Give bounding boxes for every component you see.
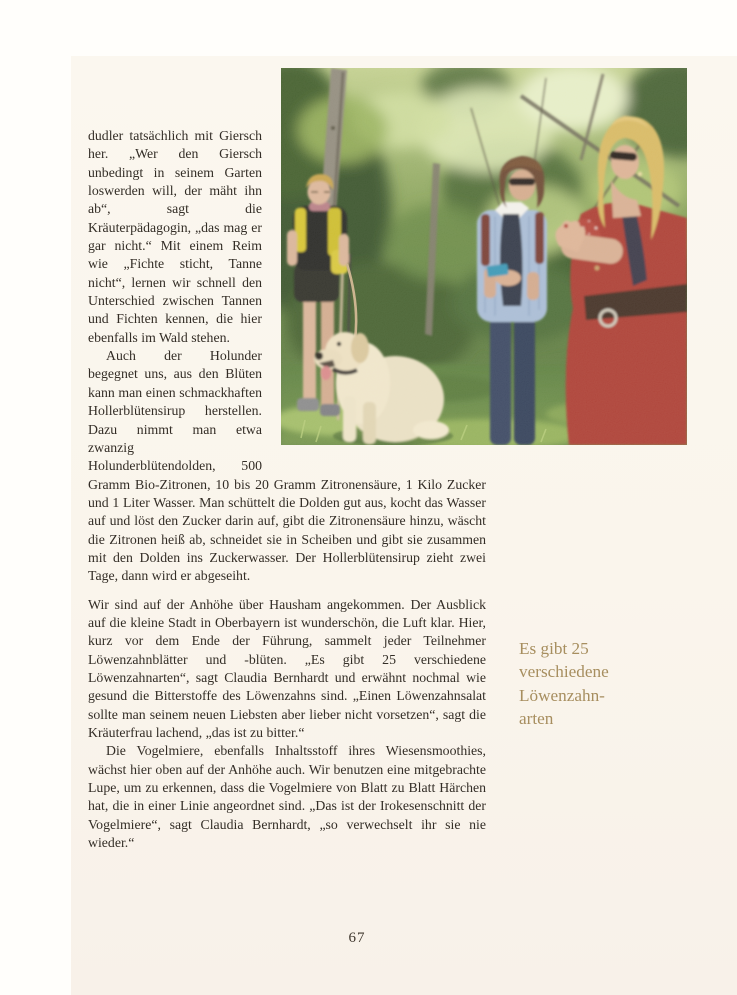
paragraph-anhoehe: Wir sind auf der Anhöhe über Hausham angekommen. Der Ausblick auf die kleine Stadt in Oberbayern ist wunderschön, die Luft klar. Hier, kurz vor dem Ende der Führung, sammelt jeder Teilnehmer Löwenzahnblätter und -blüten. „Es gibt 25 verschiedene Löwenzahnarten“, sagt Claudia Bernhardt und erwähnt nochmal wie gesund die Bitterstoffe des Löwenzahns sind. „Einen Löwenzahnsalat sollte man seinem neuen Liebsten aber lieber nicht vorsetzen“, sagt die Kräuterfrau lachend, „das ist zu bitter.“ (88, 596, 486, 740)
article-body (88, 127, 486, 852)
photo-wrap-spacer (262, 127, 486, 464)
pull-quote (519, 637, 687, 731)
pull-quote-line: Löwenzahn- (519, 685, 605, 705)
paragraph-giersch: dudler tatsächlich mit Giersch her. „Wer den Giersch unbedingt in seinem Garten loswerden will, der mäht ihn ab“, sagt die Kräuterpädagogin, „das mag er gar nicht.“ Mit einem Reim wie „Fichte sticht, Tanne nicht“, lernen wir schnell den Unterschied zwischen Tannen und Fichten kennen, die hier ebenfalls im Wald stehen. (88, 128, 262, 345)
paragraph-vogelmiere: Die Vogelmiere, ebenfalls Inhaltsstoff ihres Wiesensmoothies, wächst hier oben auf der Anhöhe auch. Wir benutzen eine mitgebrachte Lupe, um zu erkennen, dass die Vogelmiere von Blatt zu Blatt Härchen hat, die in einer Linie angeordnet sind. „Das ist der Irokesenschnitt der Vogelmiere“, sagt Claudia Bernhardt, „so verwechselt ihr sie nie wieder.“ (88, 743, 486, 851)
pull-quote-line: verschiedene (519, 662, 609, 682)
paragraph-holunder: Auch der Holunder begegnet uns, aus den Blüten kann man einen schmackhaften Hollerblütensirup herstellen. Dazu nimmt man etwa zwanzig Holunderblütendolden, 500 Gramm Bio-Zitronen, 10 bis 20 Gramm Zitronensäure, 1 Kilo Zucker und 1 Liter Wasser. Man schüttelt die Dolden gut aus, kocht das Wasser auf und löst den Zucker darin auf, gibt die Zitronensäure hinzu, wäscht die Zitronen heiß ab, schneidet sie in Scheiben und gibt sie zusammen mit den Dolden ins Zuckerwasser. Der Hollerblütensirup zieht zwei Tage, dann wird er abgeseiht. (88, 348, 486, 584)
pull-quote-line: Es gibt 25 (519, 639, 589, 658)
page-number: 67 (348, 930, 366, 946)
pull-quote-line: arten (519, 709, 554, 729)
